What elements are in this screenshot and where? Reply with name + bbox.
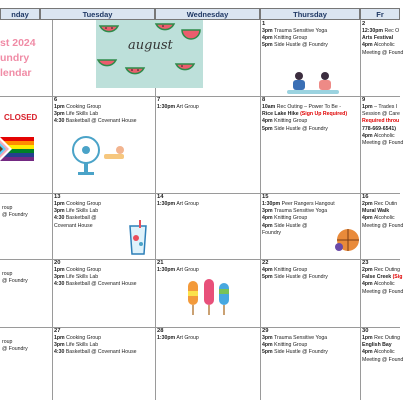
day-cell <box>0 20 52 96</box>
event-time: 4:30 <box>54 281 65 288</box>
event-description: Art Group <box>175 267 199 273</box>
event-time: 1:30pm <box>262 201 281 207</box>
event-time: 5pm <box>262 42 273 49</box>
day-cell <box>52 20 155 96</box>
day-cell <box>155 259 260 327</box>
event-item <box>362 118 398 125</box>
event-time: 4pm <box>362 281 373 288</box>
event-item <box>157 335 258 342</box>
event-time: 5pm <box>262 274 273 281</box>
event-description: Side Hustle @ Foundry <box>272 274 328 281</box>
day-cell <box>260 20 360 96</box>
event-time: 1:30pm <box>157 201 176 207</box>
day-cell <box>360 193 403 259</box>
day-number: 2 <box>362 21 366 27</box>
day-cell <box>0 259 52 327</box>
day-cell <box>155 20 260 96</box>
event-description: Life Skills Lab <box>64 274 99 281</box>
event-item <box>362 215 398 222</box>
day-number: 1 <box>262 21 266 27</box>
day-cell <box>260 259 360 327</box>
event-time: 2pm <box>362 201 373 207</box>
event-description: Rec Outing <box>372 335 401 341</box>
event-description: Trauma Sensitive Yoga <box>272 208 328 215</box>
event-description: Basketball @ Covenant House <box>64 349 137 356</box>
event-description: Basketball @ Covenant House <box>64 118 137 125</box>
event-description: Peer Rangers Hangout <box>280 201 335 207</box>
event-item <box>262 35 358 42</box>
event-description: Meeting @ Found <box>362 288 403 295</box>
august-logo-text: august <box>128 38 173 53</box>
event-item <box>362 111 398 118</box>
event-item <box>54 111 153 118</box>
event-item <box>362 335 401 342</box>
event-item <box>262 274 358 281</box>
header-tuesday: Tuesday <box>40 8 155 20</box>
event-time: 3pm <box>54 342 65 349</box>
event-item <box>262 104 358 111</box>
event-item <box>54 201 153 208</box>
event-item <box>362 281 398 288</box>
event-item <box>262 126 358 133</box>
event-description: Rec Outing <box>372 267 401 273</box>
event-description: @ Foundry <box>2 346 28 353</box>
day-number: 7 <box>157 97 161 103</box>
event-time: 4pm <box>362 132 373 139</box>
event-description: Alcoholic <box>372 281 395 288</box>
event-description: roup <box>2 339 13 345</box>
event-description: Alcoholic <box>372 42 395 49</box>
day-cell <box>360 259 403 327</box>
event-item <box>362 349 398 356</box>
event-time: 4:30 <box>54 215 65 222</box>
event-description: Arts Festival <box>362 35 394 42</box>
event-item <box>2 212 50 219</box>
event-description: Alcoholic <box>372 132 395 139</box>
event-description: @ Foundry <box>2 278 28 285</box>
event-item <box>157 267 258 274</box>
event-item <box>362 49 403 57</box>
event-item <box>54 342 153 349</box>
event-item <box>362 133 398 140</box>
event-description: Art Group <box>175 335 199 341</box>
event-time: 1:30pm <box>157 267 176 273</box>
event-item <box>157 201 258 208</box>
event-description: Side Hustle @ <box>272 222 308 229</box>
event-item <box>362 288 403 296</box>
event-item <box>54 267 153 274</box>
event-time: 3pm <box>262 335 273 341</box>
event-item <box>54 274 153 281</box>
event-description: False Creek <box>362 274 393 281</box>
event-description: Foundry <box>262 229 282 236</box>
event-description: Covenant House <box>54 222 93 229</box>
day-cell <box>155 327 260 400</box>
event-time: 12:30pm <box>362 28 384 34</box>
event-item <box>362 342 398 349</box>
event-time: 1:30pm <box>157 104 176 110</box>
event-time: 4pm <box>362 42 373 49</box>
event-description: Knitting Group <box>272 267 308 273</box>
day-number: 6 <box>54 97 58 103</box>
event-description: roup <box>2 271 13 277</box>
day-cell <box>260 96 360 193</box>
event-description: Meeting @ Found <box>362 222 403 229</box>
event-time: 3pm <box>54 274 65 281</box>
day-number: 15 <box>262 194 269 200</box>
event-item <box>54 335 153 342</box>
day-cell <box>52 193 155 259</box>
event-item <box>362 140 403 147</box>
day-number: 23 <box>362 260 369 266</box>
day-number: 28 <box>157 328 164 334</box>
event-time: 4pm <box>262 35 273 42</box>
event-time: 10am <box>262 104 276 110</box>
event-description: Cooking Group <box>64 267 102 273</box>
event-description: 778-669-6541) <box>362 125 397 132</box>
day-number: 22 <box>262 260 269 266</box>
event-item <box>262 267 358 274</box>
event-description: Knitting Group <box>272 35 308 42</box>
day-number: 13 <box>54 194 61 200</box>
day-number: 16 <box>362 194 369 200</box>
day-number: 30 <box>362 328 369 334</box>
title-line: st 2024 <box>0 37 36 49</box>
event-time: 3pm <box>54 111 65 118</box>
event-item <box>54 208 153 215</box>
event-description: Basketball @ <box>64 215 97 222</box>
header-wednesday: Wednesday <box>155 8 260 20</box>
day-number: 21 <box>157 260 164 266</box>
event-description: Art Group <box>175 104 199 110</box>
event-description: roup <box>2 205 13 211</box>
event-item <box>262 201 358 208</box>
event-item <box>362 356 403 364</box>
event-time: 3pm <box>262 208 273 215</box>
event-time: 4pm <box>262 342 273 349</box>
day-cell <box>0 193 52 259</box>
title-line: lendar <box>0 67 32 79</box>
event-time: 4:30 <box>54 118 65 125</box>
event-item <box>2 346 50 353</box>
day-cell <box>52 259 155 327</box>
event-item <box>262 342 358 349</box>
event-description: Art Group <box>175 201 199 207</box>
event-item <box>2 205 50 212</box>
event-item <box>362 208 398 215</box>
event-time: 1pm <box>54 104 65 110</box>
event-item <box>262 215 358 222</box>
event-time: 4:30 <box>54 349 65 356</box>
event-item <box>362 222 403 230</box>
day-number: 29 <box>262 328 269 334</box>
event-description: Cooking Group <box>64 201 102 207</box>
event-note: (Sig <box>392 274 403 281</box>
event-description: Alcoholic <box>372 349 395 356</box>
day-cell <box>0 327 52 400</box>
header-friday: Fr <box>360 8 400 20</box>
event-note: (Sign Up Required) <box>300 111 348 118</box>
event-time: 3pm <box>54 208 65 215</box>
closed-label: CLOSED <box>4 113 38 122</box>
header-thursday: Thursday <box>260 8 360 20</box>
event-item <box>262 335 358 342</box>
event-time: 1pm <box>54 335 65 341</box>
event-time: 2pm <box>362 267 373 273</box>
day-cell <box>360 327 403 400</box>
event-item <box>362 126 398 133</box>
event-time: 4pm <box>262 118 273 125</box>
event-description: – Trades I <box>372 104 398 110</box>
event-description: Meeting @ Found <box>362 49 403 56</box>
event-time: 1pm <box>54 201 65 207</box>
event-description: Knitting Group <box>272 118 308 125</box>
day-cell <box>360 96 403 193</box>
event-description: Rec O <box>383 28 400 34</box>
event-description: Trauma Sensitive Yoga <box>272 28 328 34</box>
event-description: Mural Walk <box>362 208 390 215</box>
event-time: 4pm <box>262 215 273 222</box>
event-description: English Bay <box>362 342 392 349</box>
event-time: 3pm <box>262 28 273 34</box>
event-item <box>362 42 398 49</box>
header-monday: nday <box>0 8 40 20</box>
event-time: 5pm <box>262 349 273 356</box>
event-item <box>262 118 358 125</box>
event-time: 4pm <box>262 222 273 229</box>
event-item <box>362 267 401 274</box>
day-cell <box>0 96 52 193</box>
event-item <box>54 349 153 356</box>
event-item <box>157 104 258 111</box>
title-line: undry <box>0 52 30 64</box>
event-note: Required throu <box>362 118 400 125</box>
event-description: Life Skills Lab <box>64 208 99 215</box>
event-item <box>54 215 153 222</box>
day-cell <box>52 96 155 193</box>
day-number: 8 <box>262 97 266 103</box>
event-description: Knitting Group <box>272 342 308 349</box>
event-time: 5pm <box>262 125 273 132</box>
event-description: Alcoholic <box>372 215 395 222</box>
event-item <box>54 118 153 125</box>
event-item <box>54 104 153 111</box>
event-time: 1pm <box>362 104 373 110</box>
event-item <box>262 349 358 356</box>
day-cell <box>155 96 260 193</box>
event-description: Life Skills Lab <box>64 342 99 349</box>
event-item <box>362 274 403 281</box>
day-cell <box>260 327 360 400</box>
event-description: Rice Lake Hike <box>262 111 301 118</box>
event-description: Side Hustle @ Foundry <box>272 349 328 356</box>
event-description: Rec Outing – Power To Be - <box>275 104 341 110</box>
day-cell <box>155 193 260 259</box>
event-description: Rec Outin <box>372 201 398 207</box>
event-description: Cooking Group <box>64 104 102 110</box>
event-description: @ Foundry <box>2 212 28 219</box>
event-time: 4pm <box>362 349 373 356</box>
event-item <box>362 35 398 42</box>
event-time: 1:30pm <box>157 335 176 341</box>
event-item <box>362 28 398 35</box>
event-item <box>262 230 358 237</box>
event-description: Knitting Group <box>272 215 308 222</box>
event-item <box>262 28 358 35</box>
day-cell <box>360 20 403 96</box>
day-number: 27 <box>54 328 61 334</box>
event-description: Trauma Sensitive Yoga <box>272 335 328 341</box>
event-item <box>262 42 358 49</box>
event-description: Life Skills Lab <box>64 111 99 118</box>
event-time: 1pm <box>362 335 373 341</box>
day-cell <box>260 193 360 259</box>
event-item <box>362 201 398 208</box>
event-item <box>262 223 358 230</box>
event-time: 4pm <box>362 215 373 222</box>
event-item <box>54 223 153 230</box>
event-description: Side Hustle @ Foundry <box>272 42 328 49</box>
day-cell <box>52 327 155 400</box>
event-item <box>262 111 358 118</box>
event-item <box>262 208 358 215</box>
event-item <box>2 278 50 285</box>
event-description: Side Hustle @ Foundry <box>272 125 328 132</box>
event-description: Session @ Care <box>362 111 400 118</box>
event-time: 4pm <box>262 267 273 273</box>
day-number: 14 <box>157 194 164 200</box>
event-item <box>2 339 50 346</box>
event-time: 1pm <box>54 267 65 273</box>
event-description: Meeting @ Found <box>362 140 403 147</box>
event-description: Cooking Group <box>64 335 102 341</box>
day-number: 20 <box>54 260 61 266</box>
event-item <box>362 104 398 111</box>
event-item <box>2 271 50 278</box>
day-number: 9 <box>362 97 366 103</box>
event-description: Basketball @ Covenant House <box>64 281 137 288</box>
event-description: Meeting @ Found <box>362 356 403 363</box>
event-item <box>54 281 153 288</box>
